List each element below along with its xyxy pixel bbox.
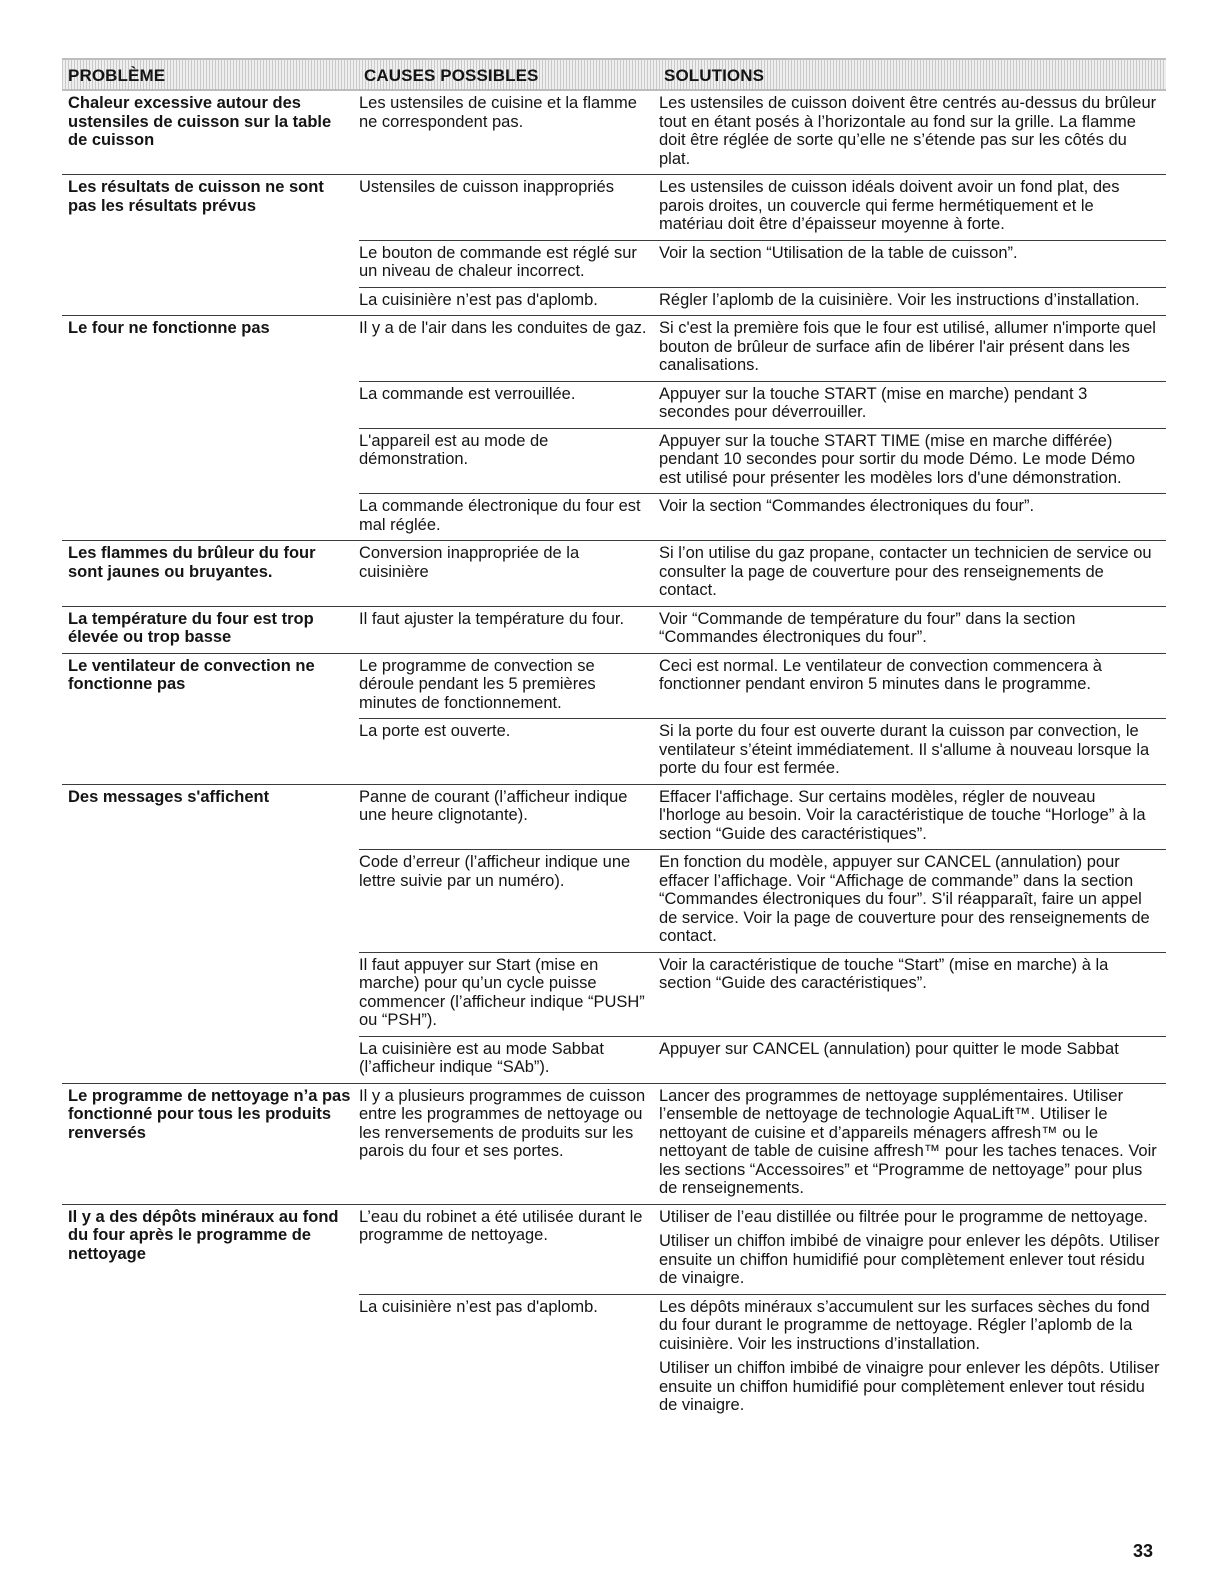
- solution-cell: [659, 241, 1166, 287]
- solution-cell: [659, 654, 1166, 719]
- cause-cell: Conversion inappropriée de la cuisinière: [359, 544, 580, 581]
- cause-cell: La commande électronique du four est mal réglée.: [359, 497, 641, 534]
- problem-cell: Le four ne fonctionne pas: [68, 319, 270, 337]
- problem-cell: Les flammes du brûleur du four sont jaunes ou bruyantes.: [68, 544, 316, 581]
- problem-cell: Le ventilateur de convection ne fonctionne pas: [68, 656, 315, 693]
- table-body: [62, 91, 1166, 1421]
- solution-cell: [659, 316, 1166, 381]
- solution-paragraph: Si la porte du four est ouverte durant la cuisson par convection, le ventilateur s’éteint immédiatement. Il s'allume à nouveau lorsque la porte du four est fermée.: [659, 722, 1150, 777]
- problem-cell: Il y a des dépôts minéraux au fond du four après le programme de nettoyage: [68, 1207, 339, 1263]
- problem-cell: Des messages s'affichent: [68, 787, 270, 806]
- cause-solution-entry: [359, 952, 1166, 1036]
- cause-solution-list: [359, 1084, 1166, 1204]
- cause-cell: Le programme de convection se déroule pendant les 5 premières minutes de fonctionnement.: [359, 656, 596, 712]
- solution-paragraph: En fonction du modèle, appuyer sur CANCEL (annulation) pour effacer l’affichage. Voir “Affichage de commande” dans la section “Commandes électroniques du four”. S'il réapparaît, faire un appel de service. Voir la page de couverture pour des renseignements de contact.: [659, 853, 1150, 945]
- cause-solution-list: [359, 607, 1166, 653]
- solution-cell: [659, 719, 1166, 784]
- cause-solution-entry: [359, 654, 1166, 719]
- table-header: [62, 58, 1166, 91]
- cause-cell: Code d’erreur (l’afficheur indique une lettre suivie par un numéro).: [359, 853, 631, 890]
- cause-cell: L'appareil est au mode de démonstration.: [359, 431, 549, 468]
- solution-paragraph: Les ustensiles de cuisson idéals doivent avoir un fond plat, des parois droites, un couvercle qui ferme hermétiquement et le matériau doit être d’épaisseur moyenne à forte.: [659, 178, 1120, 233]
- solution-paragraph: Appuyer sur la touche START (mise en marche) pendant 3 secondes pour déverrouiller.: [659, 384, 1088, 421]
- solution-paragraph: Utiliser un chiffon imbibé de vinaigre pour enlever les dépôts. Utiliser ensuite un chiffon humidifié pour complètement enlever tout résidu de vinaigre.: [659, 1232, 1160, 1287]
- solution-paragraph: Appuyer sur CANCEL (annulation) pour quitter le mode Sabbat: [659, 1039, 1119, 1058]
- cause-solution-entry: [359, 493, 1166, 540]
- header-causes: CAUSES POSSIBLES: [364, 66, 539, 85]
- solution-paragraph: Voir “Commande de température du four” dans la section “Commandes électroniques du four”.: [659, 609, 1076, 646]
- table-row: [62, 541, 1166, 607]
- cause-solution-entry: [359, 541, 1166, 606]
- cause-solution-entry: [359, 718, 1166, 784]
- solution-cell: [659, 1037, 1166, 1083]
- cause-solution-entry: [359, 1036, 1166, 1083]
- solution-cell: [659, 382, 1166, 428]
- solution-cell: [659, 288, 1166, 316]
- solution-paragraph: Voir la caractéristique de touche “Start” (mise en marche) à la section “Guide des caractéristiques”.: [659, 955, 1109, 992]
- troubleshooting-table: [62, 58, 1166, 1421]
- solution-cell: [659, 785, 1166, 850]
- solution-cell: [659, 607, 1166, 653]
- solution-cell: [659, 850, 1166, 952]
- cause-solution-list: [359, 541, 1166, 606]
- page-number: 33: [1132, 1541, 1153, 1561]
- solution-cell: [659, 429, 1166, 494]
- solution-cell: [659, 1084, 1166, 1204]
- cause-solution-list: [359, 654, 1166, 784]
- cause-cell: Les ustensiles de cuisine et la flamme ne correspondent pas.: [359, 94, 637, 131]
- cause-cell: Il faut appuyer sur Start (mise en marche) pour qu’un cycle puisse commencer (l’afficheur indique “PUSH” ou “PSH”).: [359, 955, 645, 1029]
- header-problem: PROBLÈME: [68, 66, 166, 85]
- cause-cell: La commande est verrouillée.: [359, 384, 576, 403]
- table-row: [62, 91, 1166, 175]
- table-row: [62, 607, 1166, 654]
- header-solutions: SOLUTIONS: [664, 66, 765, 85]
- cause-solution-entry: [359, 287, 1166, 316]
- cause-cell: Il y a plusieurs programmes de cuisson entre les programmes de nettoyage ou les renversements de produits sur les parois du four et ses portes.: [359, 1086, 646, 1160]
- table-row: [62, 316, 1166, 541]
- cause-solution-entry: [359, 240, 1166, 287]
- cause-cell: La porte est ouverte.: [359, 722, 511, 740]
- cause-cell: L’eau du robinet a été utilisée durant le programme de nettoyage.: [359, 1207, 643, 1244]
- solution-paragraph: Si l’on utilise du gaz propane, contacter un technicien de service ou consulter la page de couverture pour des renseignements de contact.: [659, 544, 1152, 599]
- cause-solution-entry: [359, 785, 1166, 850]
- problem-cell: La température du four est trop élevée ou trop basse: [68, 609, 314, 646]
- cause-solution-entry: [359, 316, 1166, 381]
- cause-cell: La cuisinière est au mode Sabbat (l’afficheur indique “SAb”).: [359, 1039, 604, 1076]
- solution-cell: [659, 175, 1166, 240]
- cause-cell: La cuisinière n’est pas d'aplomb.: [359, 290, 598, 309]
- problem-cell: Chaleur excessive autour des ustensiles de cuisson sur la table de cuisson: [68, 94, 332, 149]
- cause-solution-list: [359, 785, 1166, 1083]
- cause-solution-entry: [359, 607, 1166, 653]
- solution-paragraph: Appuyer sur la touche START TIME (mise en marche différée) pendant 10 secondes pour sortir du mode Démo. Le mode Démo est utilisé pour présenter les modèles lors d'une démonstration.: [659, 431, 1136, 487]
- cause-solution-entry: [359, 1084, 1166, 1204]
- solution-cell: [659, 494, 1166, 540]
- cause-solution-entry: [359, 428, 1166, 494]
- solution-cell: [659, 1295, 1166, 1421]
- cause-solution-entry: [359, 175, 1166, 240]
- solution-paragraph: Voir la section “Utilisation de la table de cuisson”.: [659, 243, 1018, 262]
- cause-cell: La cuisinière n’est pas d'aplomb.: [359, 1297, 598, 1316]
- table-row: [62, 785, 1166, 1084]
- table-row: [62, 1084, 1166, 1205]
- cause-cell: Ustensiles de cuisson inappropriés: [359, 178, 614, 196]
- solution-cell: [659, 953, 1166, 1036]
- cause-solution-list: [359, 175, 1166, 315]
- solution-paragraph: Ceci est normal. Le ventilateur de convection commencera à fonctionner pendant environ 5 minutes dans le programme.: [659, 656, 1102, 693]
- cause-solution-list: [359, 316, 1166, 540]
- cause-cell: Le bouton de commande est réglé sur un niveau de chaleur incorrect.: [359, 243, 637, 280]
- solution-paragraph: Lancer des programmes de nettoyage supplémentaires. Utiliser l’ensemble de nettoyage de technologie AquaLift™. Utiliser le nettoyant de cuisine et d’appareils ménagers affresh™ ou le nettoyant de table de cuisine affresh™ pour les taches tenaces. Voir les sections “Accessoires” et “Programme de nettoyage” pour plus de renseignements.: [659, 1086, 1157, 1197]
- solution-cell: [659, 1205, 1166, 1294]
- cause-cell: Il y a de l'air dans les conduites de gaz.: [359, 319, 647, 337]
- cause-solution-entry: [359, 381, 1166, 428]
- problem-cell: Les résultats de cuisson ne sont pas les résultats prévus: [68, 178, 324, 215]
- solution-paragraph: Les ustensiles de cuisson doivent être centrés au-dessus du brûleur tout en étant posés à l’horizontale au fond sur la grille. La flamme doit être réglée de sorte qu’elle ne s’étende pas sur les côtés du plat.: [659, 94, 1157, 168]
- table-row: [62, 1205, 1166, 1421]
- table-row: [62, 175, 1166, 316]
- cause-solution-entry: [359, 1294, 1166, 1421]
- problem-cell: Le programme de nettoyage n’a pas fonctionné pour tous les produits renversés: [68, 1086, 351, 1142]
- solution-paragraph: Effacer l'affichage. Sur certains modèles, régler de nouveau l'horloge au besoin. Voir la caractéristique de touche “Horloge” à la section “Guide des caractéristiques”.: [659, 787, 1146, 843]
- cause-solution-entry: [359, 1205, 1166, 1294]
- cause-solution-entry: [359, 91, 1166, 174]
- solution-paragraph: Régler l’aplomb de la cuisinière. Voir les instructions d’installation.: [659, 290, 1140, 309]
- cause-solution-entry: [359, 849, 1166, 952]
- solution-cell: [659, 541, 1166, 606]
- solution-paragraph: Utiliser de l’eau distillée ou filtrée pour le programme de nettoyage.: [659, 1207, 1148, 1226]
- solution-paragraph: Si c'est la première fois que le four est utilisé, allumer n'importe quel bouton de brûleur de surface afin de libérer l'air présent dans les canalisations.: [659, 319, 1156, 374]
- solution-paragraph: Voir la section “Commandes électroniques du four”.: [659, 497, 1035, 515]
- cause-cell: Panne de courant (l’afficheur indique une heure clignotante).: [359, 787, 628, 824]
- solution-cell: [659, 91, 1166, 174]
- solution-paragraph: Utiliser un chiffon imbibé de vinaigre pour enlever les dépôts. Utiliser ensuite un chiffon humidifié pour complètement enlever tout résidu de vinaigre.: [659, 1359, 1160, 1414]
- cause-solution-list: [359, 91, 1166, 174]
- solution-paragraph: Les dépôts minéraux s’accumulent sur les surfaces sèches du fond du four durant le programme de nettoyage. Régler l’aplomb de la cuisinière. Voir les instructions d’installation.: [659, 1297, 1150, 1353]
- cause-solution-list: [359, 1205, 1166, 1421]
- cause-cell: Il faut ajuster la température du four.: [359, 609, 625, 628]
- table-row: [62, 654, 1166, 785]
